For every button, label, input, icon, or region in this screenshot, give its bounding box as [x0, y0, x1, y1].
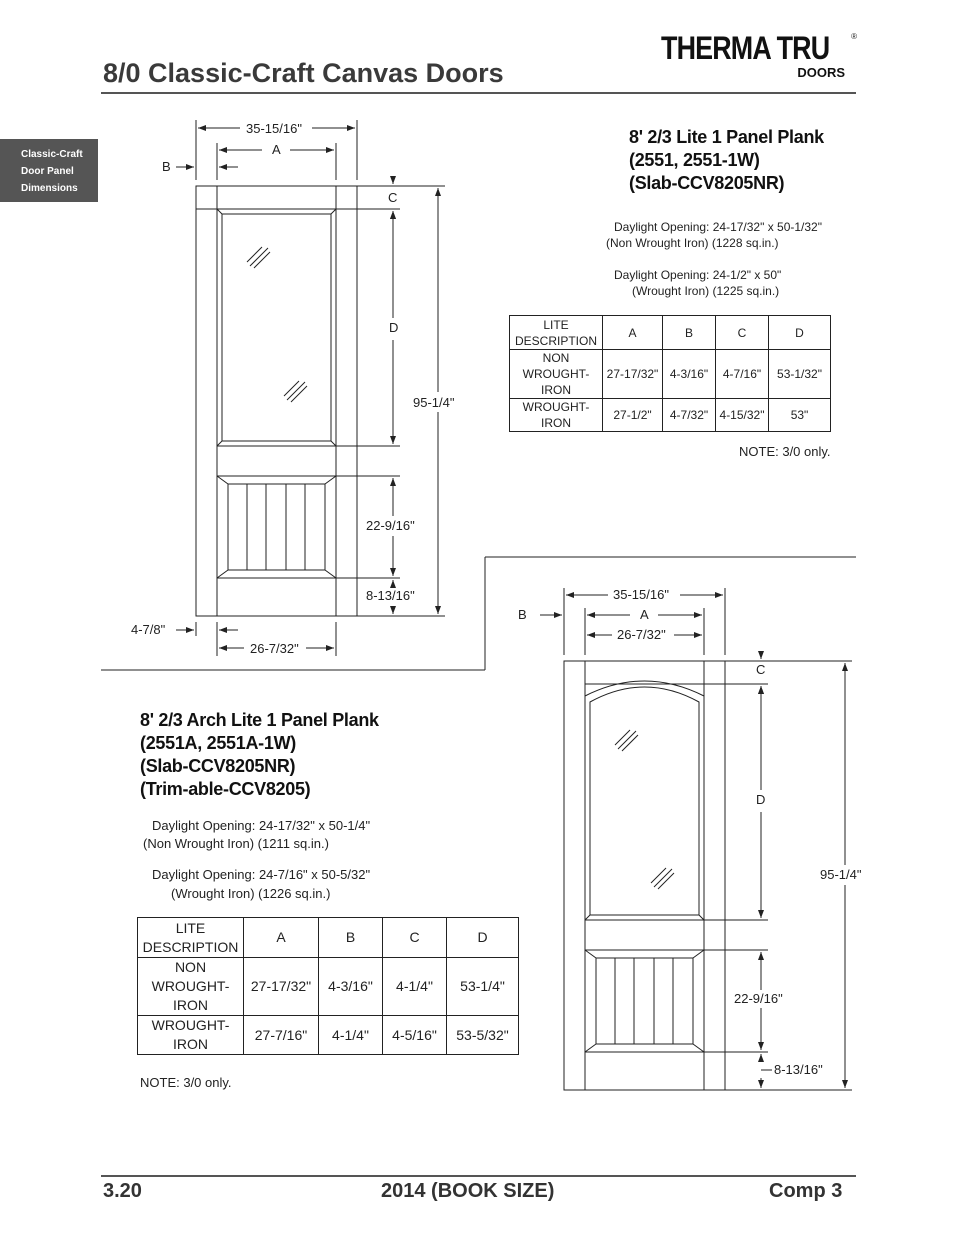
table-cell: 4-3/16": [663, 350, 716, 399]
door1-title-line: (Slab-CCV8205NR): [629, 173, 785, 193]
door2-height-label: 95-1/4": [820, 867, 862, 882]
door1-inner-width-label: 26-7/32": [250, 641, 299, 656]
door2-title: [140, 709, 379, 801]
door1-panel-height-label: 22-9/16": [366, 518, 415, 533]
door2-inner-width-label: 26-7/32": [617, 627, 666, 642]
table-header: C: [716, 316, 769, 350]
footer-section: Comp 3: [769, 1180, 843, 1202]
table-row: [138, 1016, 519, 1055]
table-header: B: [319, 918, 383, 958]
table-row: [510, 350, 831, 399]
table-cell: 4-1/4": [383, 958, 447, 1016]
door1-dim-d-label: D: [389, 320, 399, 335]
table-cell: 4-7/16": [716, 350, 769, 399]
table-cell: NON WROUGHT- IRON: [138, 958, 244, 1016]
table-cell: 27-1/2": [603, 399, 663, 432]
table-cell: NON WROUGHT- IRON: [510, 350, 603, 399]
table-header: A: [603, 316, 663, 350]
table-cell: 53-1/32": [769, 350, 831, 399]
door2-daylight-line: Daylight Opening: 24-7/16" x 50-5/32": [152, 867, 371, 882]
side-tab-line: Classic-Craft: [21, 149, 83, 160]
table-cell: 4-15/32": [716, 399, 769, 432]
door2-dim-c-label: C: [756, 662, 766, 677]
door2-elevation: [564, 661, 725, 1090]
side-tab-line: Door Panel: [21, 166, 74, 177]
door1-height-label: 95-1/4": [413, 395, 455, 410]
door2-overall-width-label: 35-15/16": [613, 587, 669, 602]
table-row: [510, 399, 831, 432]
door2-panel-height-label: 22-9/16": [734, 991, 783, 1006]
door2-dim-d-label: D: [756, 792, 766, 807]
door1-bottom-rail-label: 8-13/16": [366, 588, 415, 603]
door2-dimension-lines: [540, 588, 852, 1090]
table-header: LITE DESCRIPTION: [510, 316, 603, 350]
door1-note: NOTE: 3/0 only.: [739, 444, 831, 459]
door2-daylight-line: (Non Wrought Iron) (1211 sq.in.): [143, 836, 329, 851]
logo-registered-mark: ®: [851, 32, 857, 41]
door2-title-line: (2551A, 2551A-1W): [140, 733, 296, 753]
door1-dim-a-label: A: [272, 142, 281, 157]
logo-brand: THERMA TRU: [661, 30, 830, 66]
door1-overall-width-label: 35-15/16": [246, 121, 302, 136]
table-cell: 4-7/32": [663, 399, 716, 432]
door2-spec-table: [137, 917, 519, 1055]
door2-note: NOTE: 3/0 only.: [140, 1075, 232, 1090]
table-header: LITE DESCRIPTION: [138, 918, 244, 958]
table-cell: 4-1/4": [319, 1016, 383, 1055]
table-header: A: [244, 918, 319, 958]
table-cell: WROUGHT- IRON: [510, 399, 603, 432]
door1-daylight-line: Daylight Opening: 24-1/2" x 50": [614, 268, 782, 282]
footer-edition: 2014 (BOOK SIZE): [381, 1180, 555, 1202]
door1-title-line: (2551, 2551-1W): [629, 150, 760, 170]
page-title: 8/0 Classic-Craft Canvas Doors: [103, 58, 504, 88]
table-header: B: [663, 316, 716, 350]
table-header: D: [447, 918, 519, 958]
door2-daylight-line: (Wrought Iron) (1226 sq.in.): [171, 886, 331, 901]
table-cell: WROUGHT- IRON: [138, 1016, 244, 1055]
door1-dimension-lines: [176, 120, 445, 656]
section-divider: [101, 557, 856, 670]
table-cell: 53": [769, 399, 831, 432]
table-cell: 27-17/32": [603, 350, 663, 399]
door2-bottom-rail-label: 8-13/16": [774, 1062, 823, 1077]
door1-elevation: [196, 186, 357, 616]
table-header: C: [383, 918, 447, 958]
footer-page-number: 3.20: [103, 1180, 142, 1202]
door2-title-line: (Slab-CCV8205NR): [140, 756, 296, 776]
table-cell: 53-5/32": [447, 1016, 519, 1055]
door1-daylight-line: (Wrought Iron) (1225 sq.in.): [632, 284, 780, 298]
table-cell: 27-17/32": [244, 958, 319, 1016]
table-cell: 4-5/16": [383, 1016, 447, 1055]
side-tab-line: Dimensions: [21, 183, 78, 194]
door1-stile-label: 4-7/8": [131, 622, 166, 637]
door1-daylight-line: (Non Wrought Iron) (1228 sq.in.): [606, 236, 779, 250]
door1-spec-table: [509, 315, 831, 432]
door2-dim-b-label: B: [518, 607, 527, 622]
table-cell: 53-1/4": [447, 958, 519, 1016]
table-header: D: [769, 316, 831, 350]
table-cell: 4-3/16": [319, 958, 383, 1016]
door2-daylight-line: Daylight Opening: 24-17/32" x 50-1/4": [152, 818, 371, 833]
footer-rule: [101, 1175, 856, 1177]
door1-dim-c-label: C: [388, 190, 398, 205]
door2-dim-a-label: A: [640, 607, 649, 622]
door2-title-line: 8' 2/3 Arch Lite 1 Panel Plank: [140, 710, 379, 730]
door1-dim-b-label: B: [162, 159, 171, 174]
table-row: [138, 958, 519, 1016]
door2-title-line: (Trim-able-CCV8205): [140, 779, 311, 799]
table-cell: 27-7/16": [244, 1016, 319, 1055]
door1-title-line: 8' 2/3 Lite 1 Panel Plank: [629, 127, 824, 147]
door1-daylight-line: Daylight Opening: 24-17/32" x 50-1/32": [614, 220, 822, 234]
logo-sub: DOORS: [797, 65, 845, 80]
door1-title: [629, 126, 824, 195]
